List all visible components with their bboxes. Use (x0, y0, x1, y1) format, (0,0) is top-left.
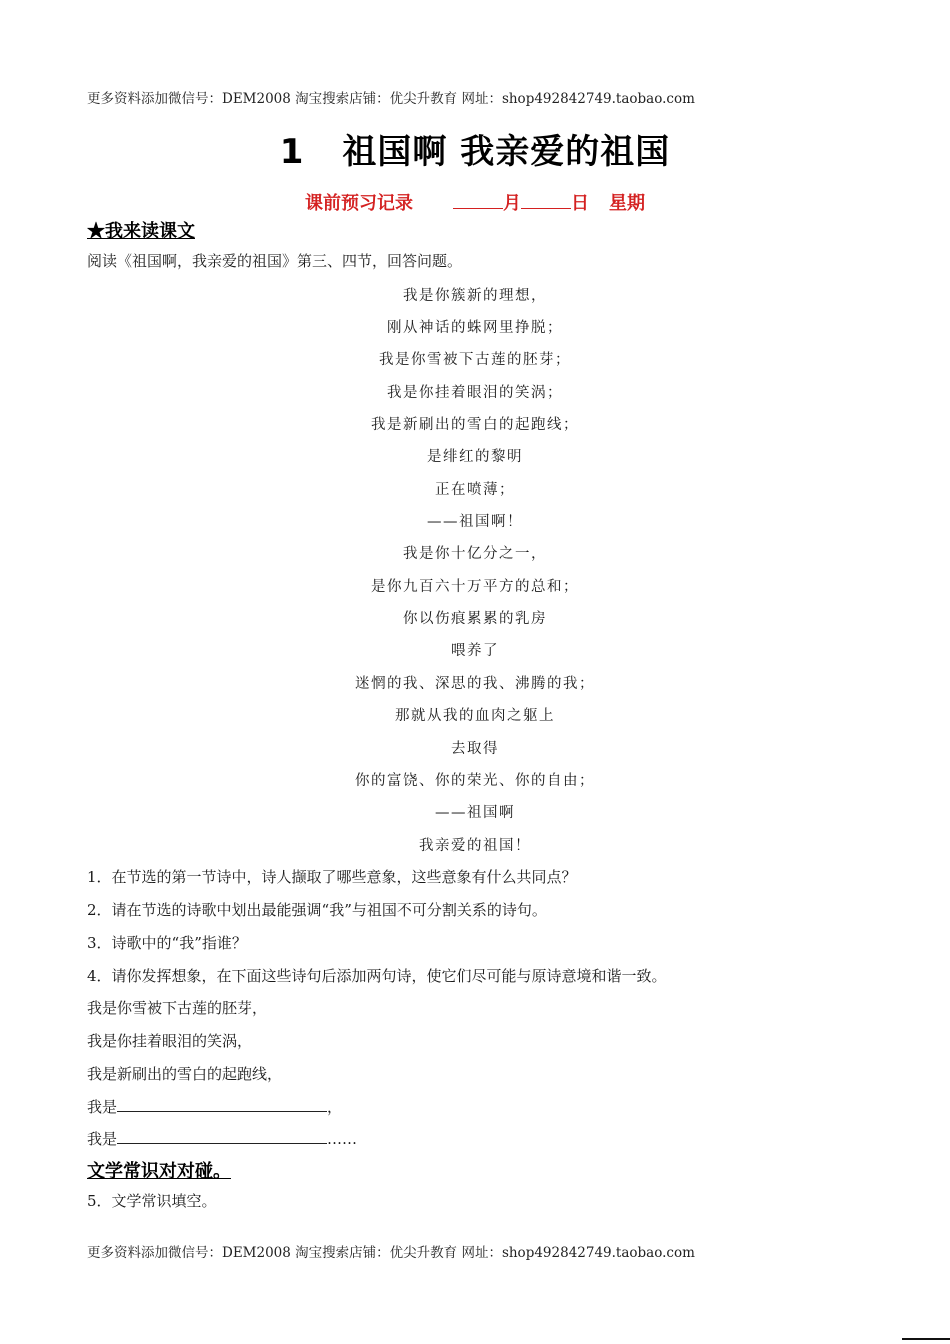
fill-in-line-2 (87, 1128, 357, 1149)
poem-line: 喂养了 (451, 643, 499, 659)
preview-label: 课前预习记录 (305, 193, 413, 214)
fill-in-line-1 (87, 1096, 342, 1117)
page-footer: 更多资料添加微信号：DEM2008 淘宝搜索店铺：优尖升教育 网址：shop492842749.taobao.com (87, 1245, 695, 1261)
question-3: 3．诗歌中的“我”指谁？ (87, 934, 247, 952)
month-label: 月 (503, 193, 521, 214)
poem-line: 我是你雪被下古莲的胚芽； (379, 352, 571, 368)
question-1: 1．在节选的第一节诗中，诗人撷取了哪些意象，这些意象有什么共同点？ (87, 868, 577, 886)
poem-line: 我亲爱的祖国！ (419, 838, 531, 854)
poem-line: 你以伤痕累累的乳房 (403, 611, 547, 627)
imitation-line: 我是新刷出的雪白的起跑线， (87, 1065, 283, 1083)
imitation-line: 我是你挂着眼泪的笑涡， (87, 1032, 253, 1050)
poem-line: 我是你十亿分之一， (403, 546, 547, 562)
poem-line: 是绯红的黎明 (427, 449, 523, 465)
lesson-title (0, 124, 950, 173)
answer-blank[interactable] (117, 1129, 327, 1144)
preview-record-line (0, 189, 950, 215)
day-blank (521, 192, 571, 209)
question-4: 4．请你发挥想象，在下面这些诗句后添加两句诗，使它们尽可能与原诗意境和谐一致。 (87, 967, 667, 985)
poem-line: ——祖国啊！ (427, 514, 523, 530)
poem-line: 我是新刷出的雪白的起跑线； (371, 417, 579, 433)
section-heading-read-text: ★我来读课文 (87, 221, 195, 242)
imitation-line: 我是你雪被下古莲的胚芽， (87, 999, 268, 1017)
answer-blank[interactable] (117, 1097, 327, 1112)
poem-line: 迷惘的我、深思的我、沸腾的我； (355, 676, 595, 692)
lesson-title-text: 祖国啊 我亲爱的祖国 (342, 132, 671, 172)
fill-prefix: 我是 (87, 1098, 118, 1116)
poem-line: 你的富饶、你的荣光、你的自由； (355, 773, 595, 789)
reading-instruction: 阅读《祖国啊，我亲爱的祖国》第三、四节，回答问题。 (87, 252, 463, 270)
lesson-number: 1 (279, 132, 305, 172)
poem-line: 我是你挂着眼泪的笑涡； (387, 385, 563, 401)
poem-line: 正在喷薄； (435, 482, 515, 498)
poem-line: 我是你簇新的理想， (403, 288, 547, 304)
question-2: 2．请在节选的诗歌中划出最能强调“我”与祖国不可分割关系的诗句。 (87, 901, 547, 919)
poem-line: ——祖国啊 (435, 805, 515, 821)
poem-line: 去取得 (451, 741, 499, 757)
weekday-label: 星期 (609, 193, 645, 214)
month-blank (453, 192, 503, 209)
poem-line: 是你九百六十万平方的总和； (371, 579, 579, 595)
page-corner-mark (902, 1338, 950, 1340)
fill-end: …… (327, 1130, 358, 1148)
page-header: 更多资料添加微信号：DEM2008 淘宝搜索店铺：优尖升教育 网址：shop492842749.taobao.com (87, 91, 695, 107)
section-heading-literary-knowledge: 文学常识对对碰。 (87, 1161, 231, 1182)
fill-prefix: 我是 (87, 1130, 118, 1148)
poem-line: 那就从我的血肉之躯上 (395, 708, 555, 724)
fill-end: ， (327, 1098, 343, 1116)
day-label: 日 (571, 193, 589, 214)
poem-line: 刚从神话的蛛网里挣脱； (387, 320, 563, 336)
question-5: 5．文学常识填空。 (87, 1192, 217, 1210)
